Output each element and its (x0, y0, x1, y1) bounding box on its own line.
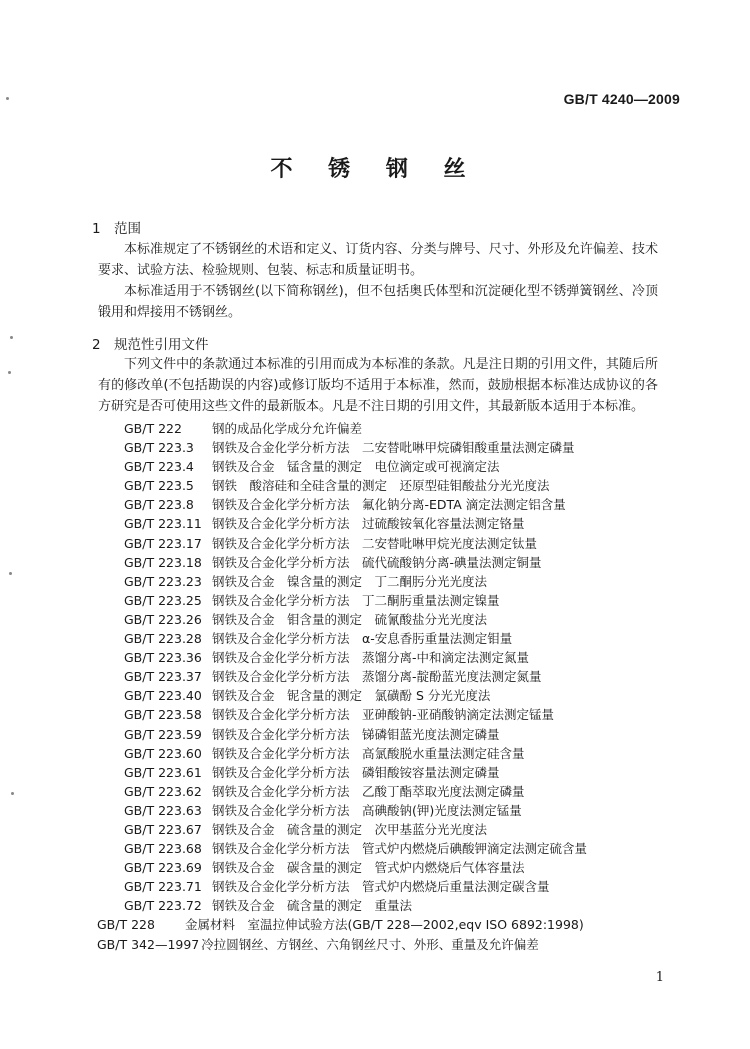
reference-title: 钢铁及合金 碳含量的测定 管式炉内燃烧后气体容量法 (212, 860, 525, 876)
reference-item (124, 725, 664, 744)
reference-title: 冷拉圆钢丝、方钢丝、六角钢丝尺寸、外形、重量及允许偏差 (201, 936, 539, 952)
reference-item (124, 648, 664, 667)
reference-code: GB/T 223.61 (124, 764, 202, 780)
section-1-heading (92, 217, 141, 237)
reference-item (124, 419, 664, 438)
section-1-paragraph-2: 本标准适用于不锈钢丝(以下简称钢丝)，但不包括奥氏体型和沉淀硬化型不锈弹簧钢丝、冷顶锻用和焊接用不锈钢丝。 (98, 284, 658, 320)
reference-code: GB/T 223.8 (124, 497, 194, 513)
reference-item (124, 495, 664, 514)
reference-code: GB/T 342—1997 (97, 936, 200, 952)
section-1-number: 1 (92, 221, 101, 237)
section-2-heading (92, 333, 209, 353)
reference-item (124, 610, 664, 629)
reference-code: GB/T 223.63 (124, 802, 202, 818)
reference-code: GB/T 223.37 (124, 669, 202, 685)
scan-speck (8, 371, 11, 374)
reference-item (124, 763, 664, 782)
reference-title: 钢铁及合金化学分析方法 蒸馏分离-靛酚蓝光度法测定氮量 (212, 669, 542, 685)
reference-title: 钢铁及合金化学分析方法 磷钼酸铵容量法测定磷量 (212, 764, 500, 780)
reference-title: 钢铁及合金化学分析方法 丁二酮肟重量法测定镍量 (212, 592, 500, 608)
reference-code: GB/T 223.25 (124, 592, 202, 608)
reference-item (124, 858, 664, 877)
section-1-title: 范围 (114, 221, 141, 237)
reference-code: GB/T 223.71 (124, 879, 202, 895)
reference-code: GB/T 223.59 (124, 726, 202, 742)
reference-title: 钢铁及合金化学分析方法 氟化钠分离-EDTA 滴定法测定铝含量 (212, 497, 566, 513)
reference-title: 钢铁及合金 锰含量的测定 电位滴定或可视滴定法 (212, 459, 500, 475)
scan-speck (11, 792, 14, 795)
reference-code: GB/T 223.4 (124, 459, 194, 475)
reference-code: GB/T 223.40 (124, 688, 202, 704)
reference-item (124, 629, 664, 648)
document-title: 不 锈 钢 丝 (270, 157, 480, 182)
reference-title: 钢铁及合金 硫含量的测定 重量法 (212, 898, 413, 914)
reference-title: 钢铁及合金化学分析方法 α-安息香肟重量法测定钼量 (212, 631, 513, 647)
scan-speck (6, 97, 9, 100)
standard-code: GB/T 4240—2009 (563, 91, 680, 107)
section-2-title: 规范性引用文件 (114, 337, 209, 353)
reference-code: GB/T 223.36 (124, 650, 202, 666)
reference-code: GB/T 223.3 (124, 440, 194, 456)
reference-item (124, 782, 664, 801)
reference-item (124, 514, 664, 533)
reference-item (124, 591, 664, 610)
reference-item (97, 915, 664, 934)
reference-title: 钢铁及合金化学分析方法 乙酸丁酯萃取光度法测定磷量 (212, 783, 525, 799)
reference-item (124, 534, 664, 553)
reference-item (124, 553, 664, 572)
section-2-number: 2 (92, 337, 101, 353)
reference-code: GB/T 223.72 (124, 898, 202, 914)
section-2-intro: 下列文件中的条款通过本标准的引用而成为本标准的条款。凡是注日期的引用文件，其随后所有的修改单(不包括勘误的内容)或修订版均不适用于本标准，然而，鼓励根据本标准达成协议的各方研究是否可使用这些文件的最新版本。凡是不注日期的引用文件，其最新版本适用于本标准。 (98, 357, 658, 414)
reference-title: 钢铁及合金 硫含量的测定 次甲基蓝分光光度法 (212, 821, 488, 837)
reference-title: 钢铁及合金 镍含量的测定 丁二酮肟分光光度法 (212, 573, 488, 589)
reference-code: GB/T 223.60 (124, 745, 202, 761)
reference-code: GB/T 223.11 (124, 516, 202, 532)
reference-title: 钢的成品化学成分允许偏差 (212, 421, 363, 436)
reference-code: GB/T 223.69 (124, 860, 202, 876)
scan-speck (10, 336, 13, 339)
reference-item (124, 877, 664, 896)
reference-code: GB/T 223.28 (124, 631, 202, 647)
reference-code: GB/T 223.26 (124, 611, 202, 627)
reference-code: GB/T 228 (97, 917, 155, 933)
reference-title: 钢铁及合金化学分析方法 二安替吡啉甲烷光度法测定钛量 (212, 535, 538, 551)
reference-item (124, 705, 664, 724)
reference-title: 钢铁及合金 铌含量的测定 氯磺酚 S 分光光度法 (212, 688, 491, 704)
reference-item (124, 572, 664, 591)
reference-code: GB/T 223.58 (124, 707, 202, 723)
reference-code: GB/T 223.62 (124, 783, 202, 799)
page-number: 1 (655, 970, 664, 985)
reference-item (124, 667, 664, 686)
reference-code: GB/T 223.5 (124, 478, 194, 494)
reference-item (124, 896, 664, 915)
reference-title: 钢铁及合金化学分析方法 二安替吡啉甲烷磷钼酸重量法测定磷量 (212, 440, 575, 456)
reference-title: 钢铁及合金化学分析方法 高碘酸钠(钾)光度法测定锰量 (212, 802, 522, 818)
reference-item (97, 935, 664, 954)
reference-title: 钢铁及合金化学分析方法 高氯酸脱水重量法测定硅含量 (212, 745, 525, 761)
reference-code: GB/T 223.23 (124, 573, 202, 589)
reference-item (124, 686, 664, 705)
reference-item (124, 438, 664, 457)
reference-title: 钢铁及合金化学分析方法 管式炉内燃烧后重量法测定碳含量 (212, 879, 550, 895)
reference-title: 钢铁及合金化学分析方法 硫代硫酸钠分离-碘量法测定铜量 (212, 554, 542, 570)
reference-item (124, 801, 664, 820)
reference-code: GB/T 223.67 (124, 821, 202, 837)
reference-item (124, 839, 664, 858)
reference-title: 金属材料 室温拉伸试验方法(GB/T 228—2002,eqv ISO 6892:1998) (185, 917, 584, 933)
reference-title: 钢铁及合金化学分析方法 锑磷钼蓝光度法测定磷量 (212, 726, 500, 742)
reference-title: 钢铁及合金化学分析方法 亚砷酸钠-亚硝酸钠滴定法测定锰量 (212, 707, 555, 723)
reference-title: 钢铁及合金化学分析方法 过硫酸铵氧化容量法测定铬量 (212, 516, 525, 532)
reference-item (124, 820, 664, 839)
reference-item (124, 457, 664, 476)
scan-speck (9, 572, 12, 575)
reference-code: GB/T 222 (124, 421, 182, 436)
reference-code: GB/T 223.17 (124, 535, 202, 551)
reference-code: GB/T 223.18 (124, 554, 202, 570)
reference-title: 钢铁及合金化学分析方法 管式炉内燃烧后碘酸钾滴定法测定硫含量 (212, 841, 588, 857)
reference-list (97, 419, 664, 954)
section-1-paragraph-1: 本标准规定了不锈钢丝的术语和定义、订货内容、分类与牌号、尺寸、外形及允许偏差、技术要求、试验方法、检验规则、包装、标志和质量证明书。 (98, 242, 658, 278)
reference-code: GB/T 223.68 (124, 841, 202, 857)
reference-title: 钢铁及合金 钼含量的测定 硫氰酸盐分光光度法 (212, 611, 488, 627)
reference-item (124, 744, 664, 763)
reference-title: 钢铁及合金化学分析方法 蒸馏分离-中和滴定法测定氮量 (212, 650, 530, 666)
reference-title: 钢铁 酸溶硅和全硅含量的测定 还原型硅钼酸盐分光光度法 (212, 478, 550, 494)
reference-item (124, 476, 664, 495)
